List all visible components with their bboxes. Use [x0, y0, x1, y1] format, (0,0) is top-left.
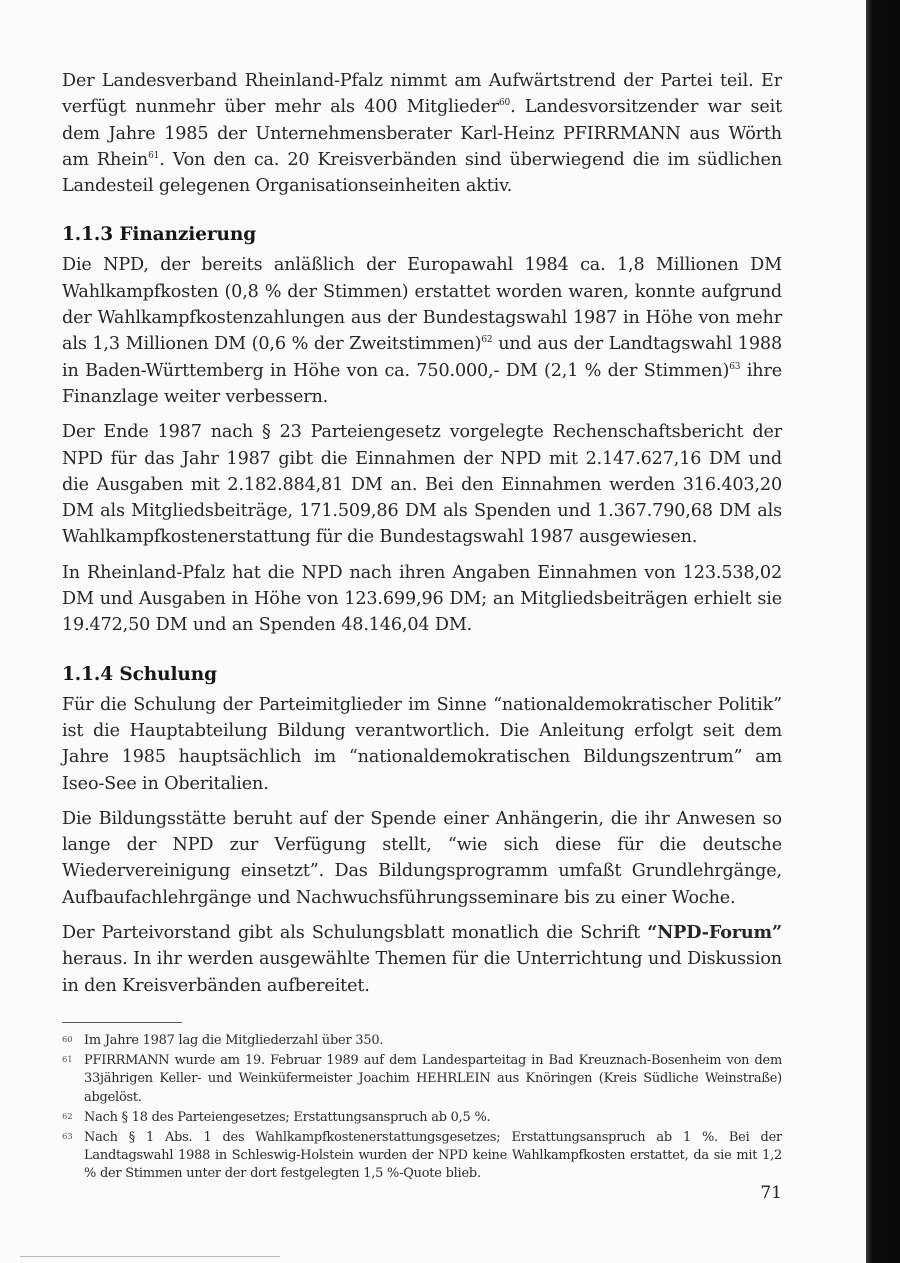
schulung-paragraph-3: Der Parteivorstand gibt als Schulungsblatt monatlich die Schrift “NPD-Forum” heraus. In ihr werden ausgewählte Themen für die Unterrichtung und Diskussion in den Kreisverbänden aufbereitet.	[62, 922, 782, 996]
section-heading-finanzierung: 1.1.3 Finanzierung	[62, 224, 257, 246]
footnote-ref-60[interactable]: 60	[498, 98, 511, 109]
document-page	[62, 68, 782, 1186]
finanzierung-paragraph-2: Der Ende 1987 nach § 23 Parteiengesetz vorgelegte Rechenschaftsbericht der NPD für das Jahr 1987 gibt die Einnahmen der NPD mit 2.147.627,16 DM und die Ausgaben mit 2.182.884,81 DM an. Bei den Einnahmen werden 316.403,20 DM als Mitgliedsbeiträge, 171.509,86 DM als Spenden und 1.367.790,68 DM als Wahlkampfkostenerstattung für die Bundestagswahl 1987 ausgewiesen.	[62, 422, 782, 548]
footnote-mark: 62	[62, 1111, 73, 1122]
footnote-mark: 61	[62, 1055, 73, 1066]
publication-title: “NPD-Forum”	[647, 922, 782, 944]
section-heading-schulung: 1.1.4 Schulung	[62, 663, 217, 685]
schulung-paragraph-1: Für die Schulung der Parteimitglieder im Sinne “nationaldemokratischer Politik” ist die Hauptabteilung Bildung verantwortlich. Die Anleitung erfolgt seit dem Jahre 1985 hauptsächlich im “nationaldemokratischen Bildungszentrum” am Iseo-See in Oberitalien.	[62, 694, 782, 794]
finanzierung-paragraph-1: Die NPD, der bereits anläßlich der Europawahl 1984 ca. 1,8 Millionen DM Wahlkampfkosten (0,8 % der Stimmen) erstattet worden waren, konnte aufgrund der Wahlkampfkostenzahlungen aus der Bundestagswahl 1987 in Höhe von mehr als 1,3 Millionen DM (0,6 % der Zweitstimmen)$^{62}$ und aus der Landtagswahl 1988 in Baden-Württemberg in Höhe von ca. 750.000,- DM (2,1 % der Stimmen)$^{63}$ ihre Finanzlage weiter verbessern.	[62, 255, 782, 407]
schulung-paragraph-2: Die Bildungsstätte beruht auf der Spende einer Anhängerin, die ihr Anwesen so lange der NPD zur Verfügung stellt, “wie sich diese für die deutsche Wiedervereinigung einsetzt”. Das Bildungsprogramm umfaßt Grundlehrgänge, Aufbaufachlehrgänge und Nachwuchsführungsseminare bis zu einer Woche.	[62, 808, 782, 908]
footnote-60: 60 Im Jahre 1987 lag die Mitgliederzahl über 350.	[62, 1032, 384, 1048]
footnote-63: 63 Nach § 1 Abs. 1 des Wahlkampfkostenerstattungsgesetzes; Erstattungsanspruch ab 1 %. Bei der Landtagswahl 1988 in Schleswig-Holstein wurden der NPD keine Wahlkampfkosten erstattet, da sie mit 1,2 % der Stimmen unter der dort festgelegten 1,5 %-Quote blieb.	[62, 1129, 782, 1182]
scan-edge-shadow	[866, 0, 900, 1263]
page-number: 71	[760, 1183, 782, 1203]
footnote-61: 61 PFIRRMANN wurde am 19. Februar 1989 auf dem Landesparteitag in Bad Kreuznach-Bosenheim von dem 33jährigen Keller- und Weinküfermeister Joachim HEHRLEIN aus Knöringen (Kreis Südliche Weinstraße) abgelöst.	[62, 1053, 782, 1105]
finanzierung-paragraph-3: In Rheinland-Pfalz hat die NPD nach ihren Angaben Einnahmen von 123.538,02 DM und Ausgaben in Höhe von 123.699,96 DM; an Mitgliedsbeiträgen erhielt sie 19.472,50 DM und an Spenden 48.146,04 DM.	[62, 562, 782, 636]
intro-paragraph: Der Landesverband Rheinland-Pfalz nimmt am Aufwärtstrend der Partei teil. Er verfügt nunmehr über mehr als 400 Mitglieder$^{60}$. Landesvorsitzender war seit dem Jahre 1985 der Unternehmensberater Karl-Heinz PFIRRMANN aus Wörth am Rhein$^{61}$. Von den ca. 20 Kreisverbänden sind überwiegend die im südlichen Landesteil gelegenen Organisationseinheiten aktiv.	[62, 71, 783, 197]
footnote-divider	[62, 1022, 182, 1023]
footnote-ref-61[interactable]: 61	[148, 151, 160, 162]
footnote-ref-62[interactable]: 62	[481, 335, 493, 346]
footnote-mark: 63	[62, 1131, 73, 1142]
footnote-62: 62 Nach § 18 des Parteiengesetzes; Erstattungsanspruch ab 0,5 %.	[62, 1109, 491, 1125]
footnote-mark: 60	[62, 1034, 73, 1045]
scan-artifact-line	[20, 1256, 280, 1257]
footnote-ref-63[interactable]: 63	[729, 361, 741, 372]
